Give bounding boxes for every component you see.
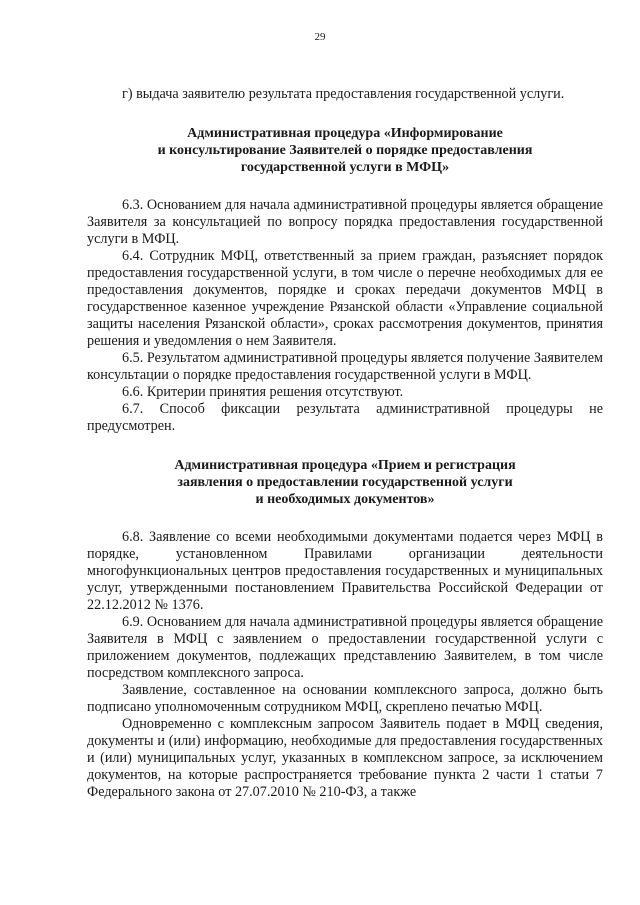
heading-line: и необходимых документов»	[255, 492, 435, 507]
heading-line: Административная процедура «Прием и регистрация	[174, 458, 516, 473]
paragraph-6-6: 6.6. Критерии принятия решения отсутствуют.	[122, 384, 404, 400]
heading-line: заявления о предоставлении государственной услуги	[177, 475, 513, 490]
paragraph-6-9: 6.9. Основанием для начала административной процедуры является обращение Заявителя в МФЦ с заявлением о предоставлении государственной услуги с приложением документов, подлежащих представлению Заявителем, в том числе посредством комплексного запроса.	[87, 614, 603, 681]
document-body	[87, 86, 603, 801]
paragraph-complex-request: Заявление, составленное на основании комплексного запроса, должно быть подписано уполномоченным сотрудником МФЦ, скреплено печатью МФЦ.	[87, 682, 603, 715]
section-heading-reception	[87, 457, 603, 508]
heading-line: государственной услуги в МФЦ»	[240, 160, 450, 175]
spacer	[87, 508, 603, 529]
paragraph-6-7: 6.7. Способ фиксации результата административной процедуры не предусмотрен.	[87, 401, 603, 434]
heading-line: Административная процедура «Информирование	[187, 126, 503, 141]
paragraph-simultaneous-submission: Одновременно с комплексным запросом Заявитель подает в МФЦ сведения, документы и (или) информацию, необходимые для предоставления государственных и (или) муниципальных услуг, указанных в комплексном запросе, за исключением документов, на которые распространяется требование пункта 2 части 1 статьи 7 Федерального закона от 27.07.2010 № 210-ФЗ, а также	[87, 716, 603, 800]
intro-paragraph: г) выдача заявителю результата предоставления государственной услуги.	[122, 86, 565, 102]
paragraph-6-3: 6.3. Основанием для начала административной процедуры является обращение Заявителя за консультацией по вопросу порядка предоставления государственной услуги в МФЦ.	[87, 197, 603, 247]
page-number: 29	[314, 31, 326, 43]
heading-line: и консультирование Заявителей о порядке предоставления	[157, 143, 533, 158]
paragraph-6-5: 6.5. Результатом административной процедуры является получение Заявителем консультации о порядке предоставления государственной услуги в МФЦ.	[87, 350, 603, 383]
spacer	[87, 176, 603, 197]
spacer	[87, 435, 603, 457]
paragraph-6-8: 6.8. Заявление со всеми необходимыми документами подается через МФЦ в порядке, установленном Правилами организации деятельности многофункциональных центров предоставления государственных и муниципальных услуг, утвержденными постановлением Правительства Российской Федерации от 22.12.2012 № 1376.	[87, 529, 603, 613]
section-heading-informing	[87, 125, 603, 176]
paragraph-6-4: 6.4. Сотрудник МФЦ, ответственный за прием граждан, разъясняет порядок предоставления государственной услуги, в том числе о перечне необходимых для ее предоставления документов, порядке и сроках передачи документов МФЦ в государственное казенное учреждение Рязанской области «Управление социальной защиты населения Рязанской области», сроках рассмотрения документов, принятия решения и уведомления о нем Заявителя.	[87, 248, 603, 349]
spacer	[87, 103, 603, 125]
